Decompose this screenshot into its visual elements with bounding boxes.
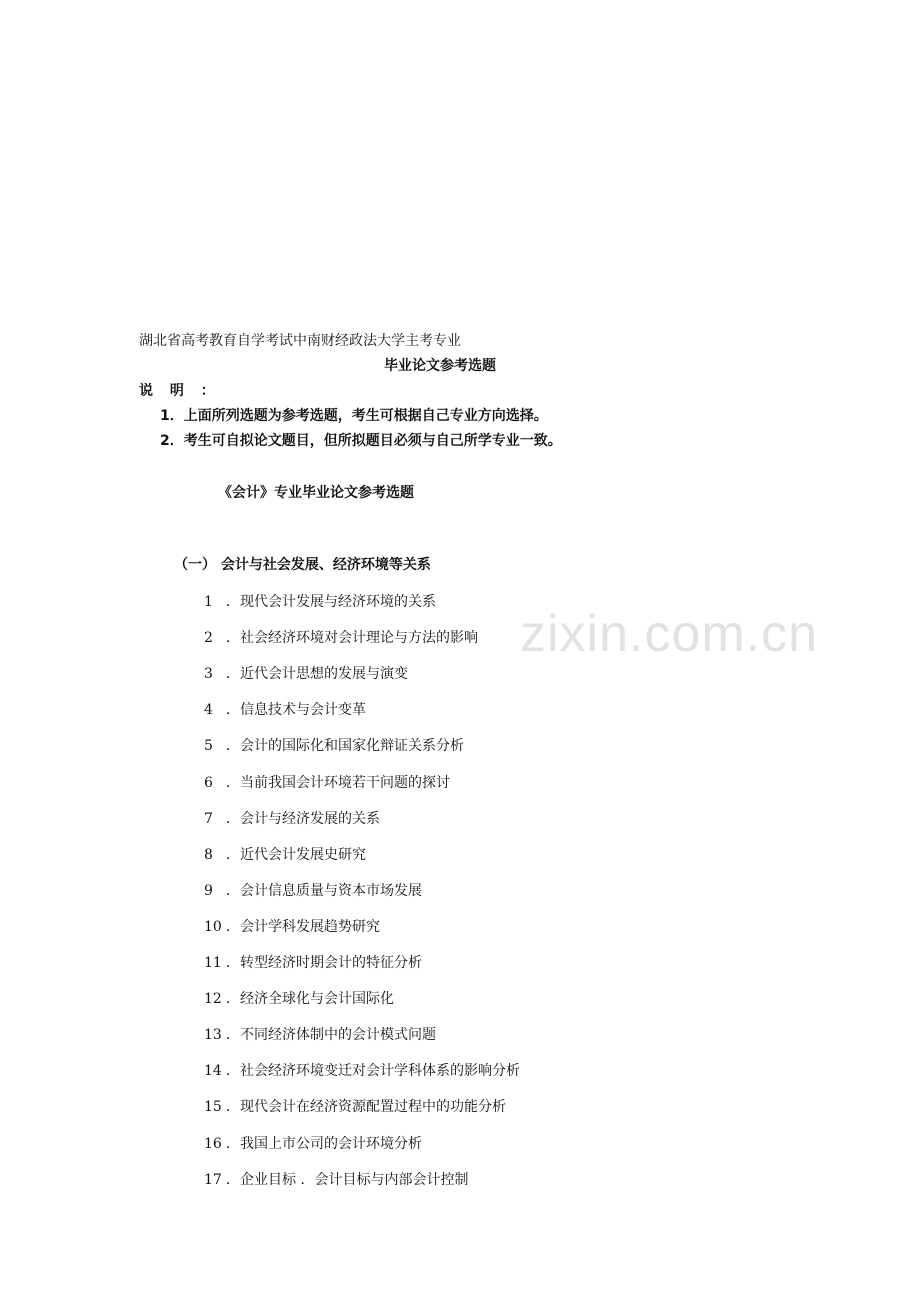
document-header: 湖北省高考教育自学考试中南财经政法大学主考专业 [139,333,461,349]
item-number: 10 [204,918,222,935]
note-item: 1．上面所列选题为参考选题，考生可根据自己专业方向选择。 [160,408,548,424]
item-separator: ． [226,738,240,755]
item-separator: ． [226,846,240,863]
list-item [204,663,408,683]
list-item [204,1169,468,1189]
item-number: 3 [204,666,213,683]
item-text: 会计的国际化和国家化辩证关系分析 [240,738,464,755]
item-separator: ． [226,666,240,683]
list-item [204,808,380,828]
list-item [204,1024,436,1044]
item-separator: ． [226,1099,240,1116]
item-text: 我国上市公司的会计环境分析 [240,1135,422,1152]
item-number: 7 [204,810,213,827]
list-item [204,916,380,936]
item-separator: ． [226,918,240,935]
item-number: 2 [204,630,213,647]
item-text: 会计与经济发展的关系 [240,810,380,827]
item-number: 6 [204,774,213,791]
list-item [204,772,450,792]
item-separator: ． [226,1063,240,1080]
list-item [204,627,478,647]
item-number: 9 [204,882,213,899]
group-title: （一） 会计与社会发展、经济环境等关系 [174,557,431,573]
item-text: 转型经济时期会计的特征分析 [240,955,422,971]
item-number: 1 [204,594,213,610]
item-number: 12 [204,991,222,1008]
item-text: 信息技术与会计变革 [240,702,366,719]
item-separator: ． [226,1171,240,1188]
item-separator: ． [226,882,240,899]
list-item [204,1060,520,1080]
item-text: 会计学科发展趋势研究 [240,918,380,935]
item-separator: ． [226,774,240,791]
list-item [204,988,394,1008]
item-number: 13 [204,1027,222,1044]
document-subtitle: 毕业论文参考选题 [384,358,496,374]
item-number: 17 [204,1171,222,1188]
item-number: 14 [204,1063,222,1080]
list-item [204,1133,422,1153]
item-text: 近代会计发展史研究 [240,846,366,863]
item-separator: ． [226,810,240,827]
list-item [204,844,366,864]
item-text: 现代会计发展与经济环境的关系 [240,594,436,610]
item-text: 企业目标 ．会计目标与内部会计控制 [240,1171,469,1188]
item-number: 5 [204,738,213,755]
item-separator: ． [226,1135,240,1152]
item-text: 当前我国会计环境若干问题的探讨 [240,774,450,791]
item-separator: ． [226,702,240,719]
item-separator: ． [226,1027,240,1044]
list-item [204,699,366,719]
watermark: zixin.com.cn [520,605,819,663]
item-separator: ． [226,991,240,1008]
item-text: 会计信息质量与资本市场发展 [240,882,422,899]
item-text: 社会经济环境对会计理论与方法的影响 [240,630,478,647]
item-separator: ． [226,594,240,610]
item-text: 不同经济体制中的会计模式问题 [240,1027,436,1044]
list-item [204,735,464,755]
item-number: 16 [204,1135,222,1152]
item-text: 近代会计思想的发展与演变 [240,666,408,683]
item-text: 社会经济环境变迁对会计学科体系的影响分析 [240,1063,520,1080]
item-number: 4 [204,702,213,719]
list-item [204,952,422,972]
item-number: 15 [204,1099,222,1116]
notes-label: 说 明 ： [139,383,221,399]
list-item [204,880,422,900]
item-number: 8 [204,846,213,863]
section-title: 《会计》专业毕业论文参考选题 [218,485,414,501]
list-item [204,591,436,611]
list-item [204,1096,506,1116]
item-text: 现代会计在经济资源配置过程中的功能分析 [240,1099,506,1116]
item-number: 11 [204,955,222,971]
note-item: 2．考生可自拟论文题目，但所拟题目必须与自己所学专业一致。 [160,433,562,449]
item-text: 经济全球化与会计国际化 [240,991,394,1008]
item-separator: ． [226,955,240,971]
item-separator: ． [226,630,240,647]
